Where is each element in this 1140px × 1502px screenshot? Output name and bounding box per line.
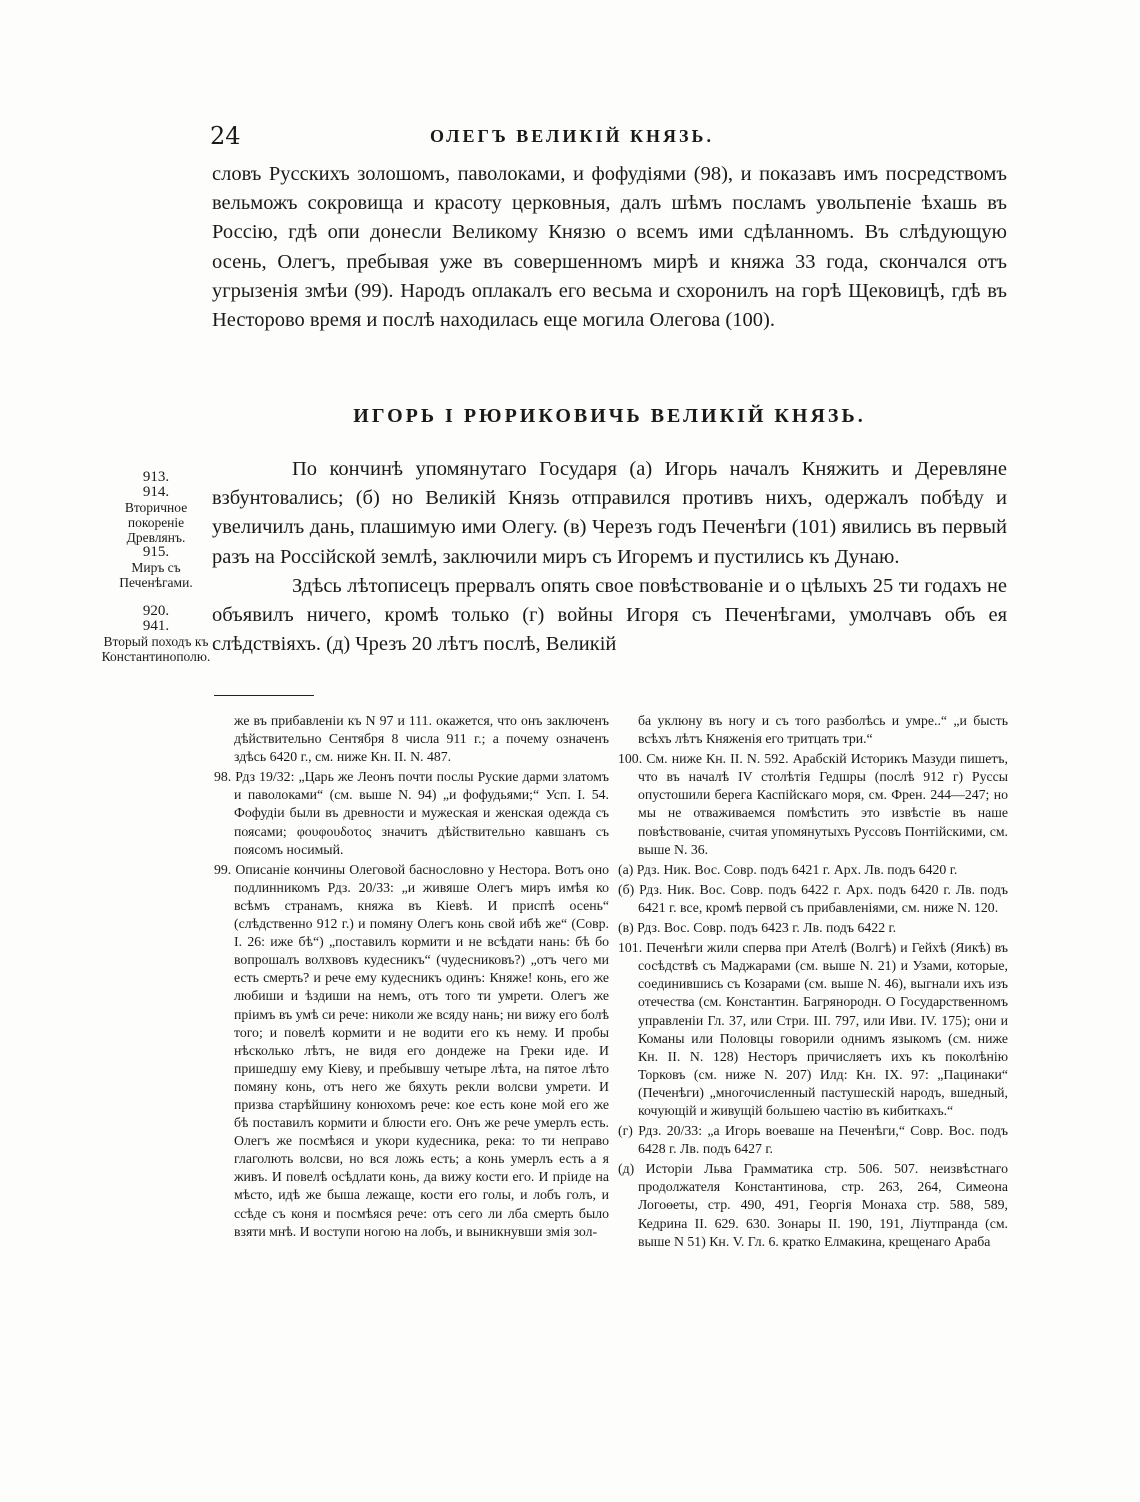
footnote-a: (а) Рдз. Ник. Вос. Совр. подъ 6421 г. Арх. Лв. подъ 6420 г. — [618, 861, 958, 877]
margin-notes — [100, 470, 212, 664]
footnotes-right-column — [618, 712, 1008, 1253]
section-heading: ИГОРЬ І РЮРИКОВИЧЬ ВЕЛИКІЙ КНЯЗЬ. — [353, 405, 866, 427]
margin-year-920: 920. — [142, 603, 170, 619]
footnote-rule — [214, 695, 314, 696]
margin-year-913: 913. — [142, 469, 170, 485]
main-text-top — [212, 160, 1007, 335]
margin-note-drevlyane: Вторичное покореніе Древлянъ. — [124, 500, 188, 545]
footnote-101: 101. Печенѣги жили сперва при Ателѣ (Волгѣ) и Гейхѣ (Яикѣ) въ сосѣдствѣ съ Маджарами (см. выше N. 21) и Узами, которые, соединившись съ Козарами (см. выше N. 46), выгнали ихъ изъ отечества (см. Константин. Багрянородн. О Государственномъ управленіи Гл. 37, или Стри. III. 797, или Иви. IV. 175); они и Команы или Половцы говорили однимъ языкомъ (см. ниже Кн. II. N. 128) Несторъ причисляетъ ихъ къ поколѣнію Торковъ (см. ниже N. 207) Илд: Кн. IX. 97: „Пацинаки“ (Печенѣги) „многочисленный пастушескій народъ, вшедный, кочующій и живущій большею частію въ кибиткахъ.“ — [618, 940, 1008, 1118]
footnote-99: 99. Описаніе кончины Олеговой баснословно у Нестора. Вотъ оно подлинникомъ Рдз. 20/33: „и живяше Олегъ миръ имѣя ко всѣмъ странамъ, княжа въ Кіевѣ. И приспѣ осень“ (слѣдственно 912 г.) и помяну Олегъ конь свой ибѣ же“ (Совр. I. 26: иже бѣ“) „поставилъ кормити и не всѣдати нань: бѣ бо вопрошалъ волхвовъ кудесникъ“ (чудесниковъ?) „отъ чего ми есть смерть? и рече ему кудесникъ одинъ: Княже! конь, его же любиши и ѣздиши на немъ, отъ того ти умрети. Олегъ же пріимъ въ умѣ си рече: николи же всяду нань; ни вижу его болѣ того; и повелѣ кормити и не водити его къ нему. И пробы нѣсколько лѣтъ, не видя его дондеже на Греки иде. И пришедшу ему Кіеву, и пребывшу четыре лѣта, на пятое лѣто помяну конь, отъ него же бяхуть рекли волсви умрети. И призва старѣйшину конюхомъ рече: кое есть коне мой его же бѣ поставилъ кормити и блюсти его. Онъ же рече умерлъ есть. Олегъ же посмѣяся и укори кудесника, река: то ти неправо глаголють волсви, но вся ложь есть; а конь умерлъ есть а я живъ. И повелѣ осѣдлати конь, да вижу кости его. И пріиде на мѣсто, идѣ же быша лежаще, кости его голы, и лобъ голъ, и ссѣде съ коня и посмѣяся рече: отъ сего ли лба смерть было взяти мнѣ. И воступи ногою на лобъ, и выникнувши змія зол- — [214, 861, 609, 1239]
running-title: ОЛЕГЪ ВЕЛИКІЙ КНЯЗЬ. — [430, 126, 714, 146]
footnote-g: (г) Рдз. 20/33: „а Игорь воеваше на Печенѣги,“ Совр. Вос. подъ 6428 г. Лв. подъ 6427 г. — [618, 1123, 1008, 1157]
footnote-continuation-right: ба уклюну въ ногу и съ того разболѣсь и умре..“ „и бысть всѣхъ лѣтъ Княженія его тритцать три.“ — [638, 713, 1008, 747]
top-paragraph: словъ Русскихъ золошомъ, паволоками, и фофудіями (98), и показавъ имъ посредствомъ вельможъ сокровища и красоту церковныя, далъ шѣмъ посламъ увольпеніе ѣхашь въ Россію, гдѣ опи донесли Великому Князю о всемъ ими сдѣланномъ. Въ слѣдующую осень, Олегъ, пребывая уже въ совершенномъ мирѣ и княжа 33 года, скончался отъ угрызенія змѣи (99). Народъ оплакалъ его весьма и схоронилъ на горѣ Щековицѣ, гдѣ въ Несторово время и послѣ находилась еще могила Олегова (100). — [212, 163, 1007, 332]
footnote-b: (б) Рдз. Ник. Вос. Совр. подъ 6422 г. Арх. подъ 6420 г. Лв. подъ 6421 г. все, кромѣ первой съ прибавленіями, см. ниже N. 120. — [618, 881, 1008, 915]
footnote-100: 100. См. ниже Кн. II. N. 592. Арабскій Историкъ Мазуди пишетъ, что въ началѣ IV столѣтія Гедшры (послѣ 912 г) Руссы опустошили берега Каспійскаго моря, см. Френ. 244—247; но мы не отваживаемся помѣстить это извѣстіе въ наше повѣствованіе, считая упомянутыхъ Руссовъ Понтійскими, см. выше N. 36. — [618, 751, 1008, 857]
margin-year-941: 941. — [142, 618, 170, 634]
footnote-98: 98. Рдз 19/32: „Царь же Леонъ почти послы Руские дарми златомъ и паволоками“ (см. выше N. 94) „и фофудьями;“ Усп. I. 54. Фофудіи были въ древности и мужеская и женская одежда съ поясами; φουφουδοτος значитъ дѣйствительно кавшанъ съ поясомъ носимый. — [214, 769, 609, 857]
margin-year-914: 914. — [142, 484, 170, 500]
running-head — [210, 122, 1000, 152]
igor-paragraph-1: По кончинѣ упомянутаго Государя (а) Игорь началъ Княжить и Деревляне взбунтовались; (б) но Великій Князь отправился противъ нихъ, одержалъ побѣду и увеличилъ дань, плашимую ими Олегу. (в) Черезъ годъ Печенѣги (101) явились въ первый разъ на Россійской землѣ, заключили миръ съ Игоремъ и пустились къ Дунаю. — [212, 458, 1007, 568]
footnote-d: (д) Исторіи Льва Грамматика стр. 506. 507. неизвѣстнаго продолжателя Константинова, стр. 263, 264, Симеона Логоѳеты, стр. 490, 491, Георгія Монаха стр. 588, 589, Кедрина II. 629. 630. Зонары II. 190, 191, Ліутпранда (см. выше N 51) Кн. V. Гл. 6. кратко Елмакина, крещенаго Араба — [618, 1161, 1008, 1249]
page-number: 24 — [210, 122, 241, 150]
margin-note-pokhod: Вторый походъ къ Константинополю. — [101, 634, 211, 664]
main-text-igor — [212, 455, 1007, 659]
margin-year-915: 915. — [142, 544, 170, 560]
igor-paragraph-2: Здѣсь лѣтописецъ прервалъ опять свое повѣствованіе и о цѣлыхъ 25 ти годахъ не объявилъ ничего, кромѣ только (г) войны Игоря съ Печенѣгами, умолчавъ объ ея слѣдствіяхъ. (д) Чрезъ 20 лѣтъ послѣ, Великій — [212, 574, 1007, 656]
footnote-v: (в) Рдз. Вос. Совр. подъ 6423 г. Лв. подъ 6422 г. — [618, 920, 897, 936]
footnote-continuation-left: же въ прибавленіи къ N 97 и 111. окажется, что онъ заключенъ дѣйствительно Сентября 8 числа 911 г.; а почему означенъ здѣсь 6420 г., см. ниже Кн. II. N. 487. — [234, 713, 609, 765]
footnotes-left-column — [214, 712, 609, 1243]
margin-note-pechenegi: Миръ съ Печенѣгами. — [119, 560, 193, 590]
